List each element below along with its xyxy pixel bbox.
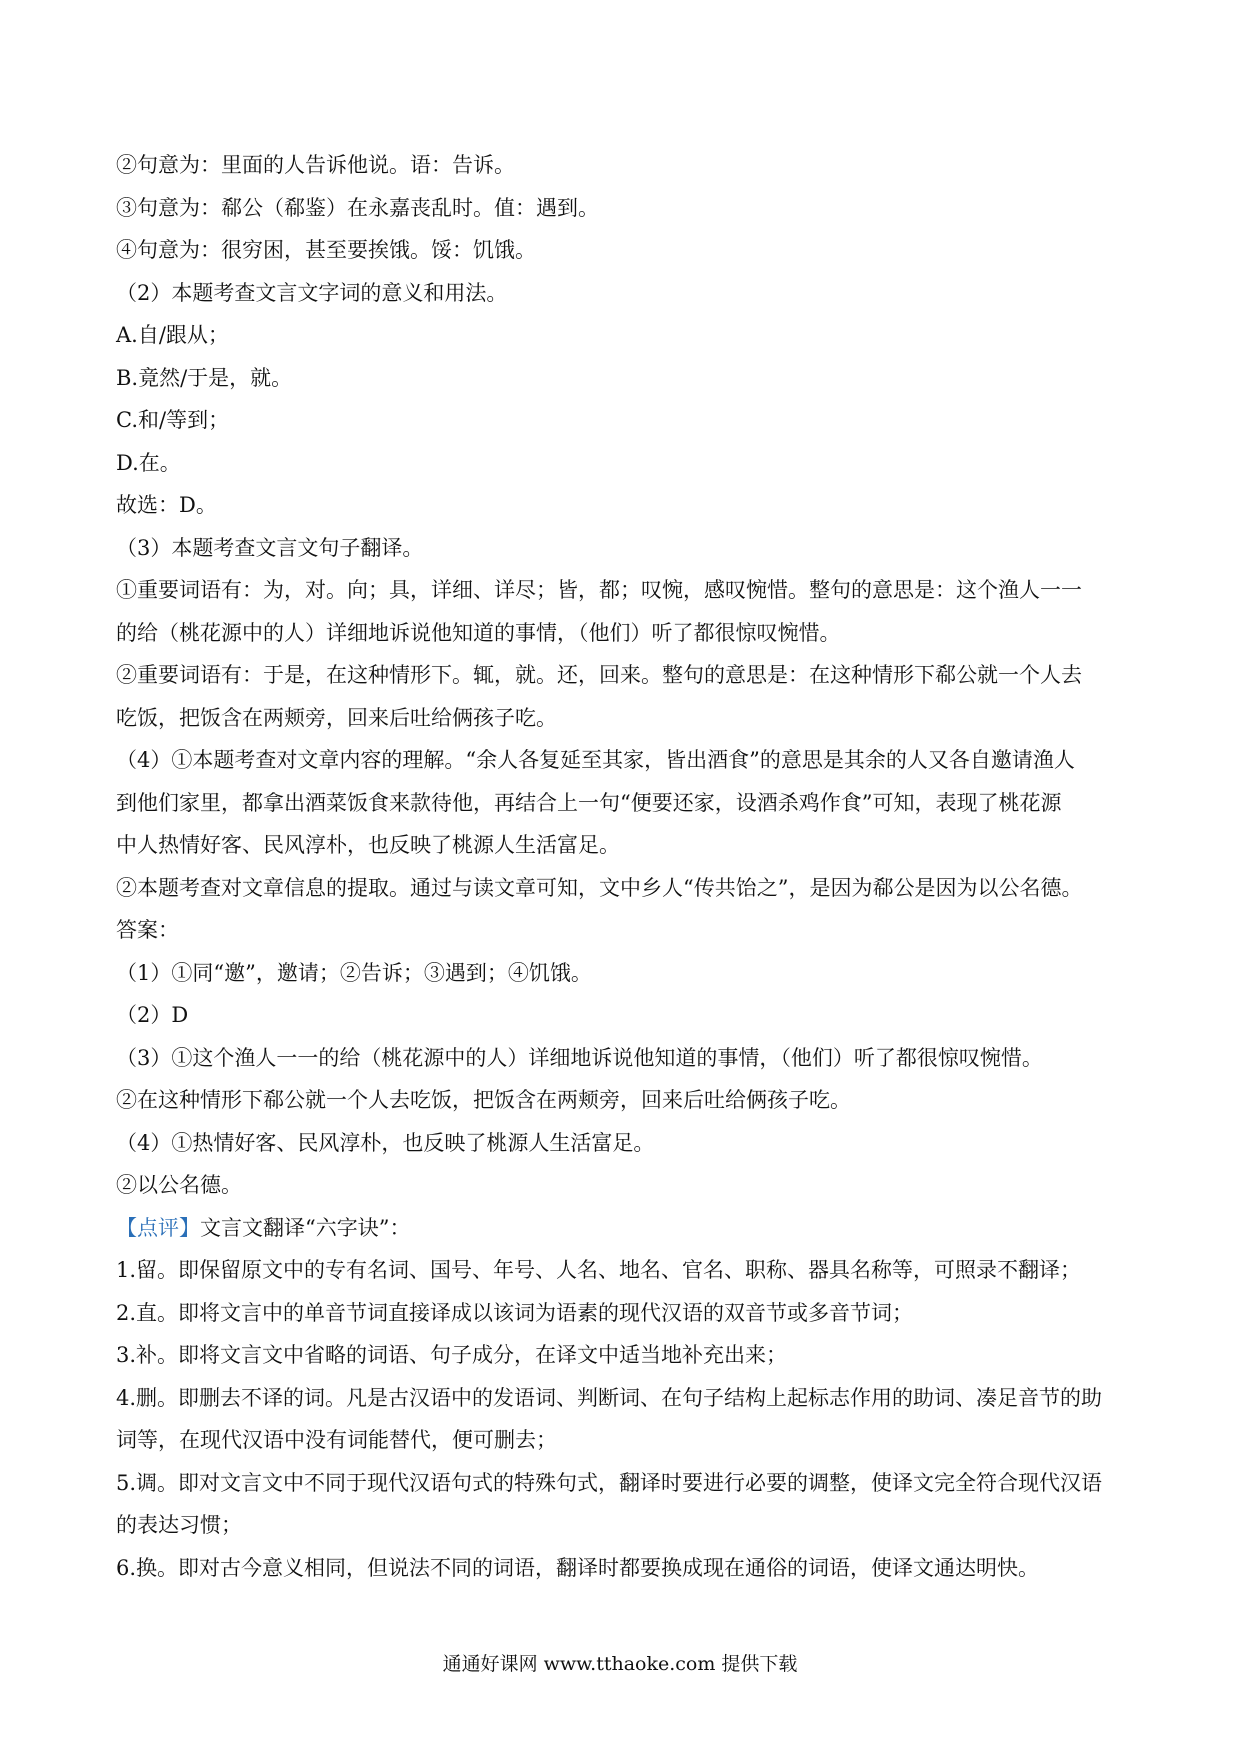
text-line: ②本题考查对文章信息的提取。通过与读文章可知，文中乡人“传共饴之”，是因为郗公是因为以公名德。 [116,875,1083,900]
answer-line: ②在这种情形下郗公就一个人去吃饭，把饭含在两颊旁，回来后吐给俩孩子吃。 [116,1088,851,1112]
document-body [116,144,1136,1589]
tip-line: 词等，在现代汉语中没有词能替代，便可删去； [116,1428,557,1452]
answer-choice: 故选：D。 [116,493,217,517]
text-line: （4）①本题考查对文章内容的理解。“余人各复延至其家，皆出酒食”的意思是其余的人又各自邀请渔人 [116,748,1075,772]
option-c: C.和/等到； [116,408,230,432]
tip-line: 1.留。即保留原文中的专有名词、国号、年号、人名、地名、官名、职称、器具名称等，可照录不翻译； [116,1258,1082,1282]
answer-line: （3）①这个渔人一一的给（桃花源中的人）详细地诉说他知道的事情，（他们）听了都很惊叹惋惜。 [116,1045,1043,1070]
tip-line: 6.换。即对古今意义相同，但说法不同的词语，翻译时都要换成现在通俗的词语，使译文通达明快。 [116,1555,1040,1580]
text-line: （3）本题考查文言文句子翻译。 [116,535,424,560]
tip-line: 5.调。即对文言文中不同于现代汉语句式的特殊句式，翻译时要进行必要的调整，使译文完全符合现代汉语 [116,1470,1103,1495]
text-line: 到他们家里，都拿出酒菜饭食来款待他，再结合上一句“便要还家，设酒杀鸡作食”可知，表现了桃花源 [116,790,1062,815]
text-line: ①重要词语有：为，对。向；具，详细、详尽；皆，都；叹惋，感叹惋惜。整句的意思是：这个渔人一一 [116,578,1082,602]
text-line: ②重要词语有：于是，在这种情形下。辄，就。还，回来。整句的意思是：在这种情形下郗公就一个人去 [116,663,1082,687]
text-line: ②句意为：里面的人告诉他说。语：告诉。 [116,153,515,177]
option-a: A.自/跟从； [116,323,229,347]
answer-line: ②以公名德。 [116,1173,242,1197]
tip-line: 的表达习惯； [116,1513,242,1537]
text-line: 的给（桃花源中的人）详细地诉说他知道的事情，（他们）听了都很惊叹惋惜。 [116,620,841,645]
tip-line: 2.直。即将文言中的单音节词直接译成以该词为语素的现代汉语的双音节或多音节词； [116,1300,914,1325]
text-line: 吃饭，把饭含在两颊旁，回来后吐给俩孩子吃。 [116,705,557,730]
tip-line: 4.删。即删去不译的词。凡是古汉语中的发语词、判断词、在句子结构上起标志作用的助词、凑足音节的助 [116,1385,1103,1410]
answer-line: （4）①热情好客、民风淳朴，也反映了桃源人生活富足。 [116,1130,655,1155]
comment-tag: 【点评】 [116,1215,200,1240]
text-line: ④句意为：很穷困，甚至要挨饿。馁：饥饿。 [116,238,536,262]
answer-heading: 答案： [116,918,179,942]
page-footer: 通通好课网 www.tthaoke.com 提供下载 [442,1653,798,1675]
text-line: ③句意为：郗公（郗鉴）在永嘉丧乱时。值：遇到。 [116,195,599,220]
answer-line: （1）①同“邀”，邀请；②告诉；③遇到；④饥饿。 [116,960,592,985]
comment-text: 文言文翻译“六字诀”： [200,1215,411,1240]
answer-line: （2）D [116,1003,189,1027]
option-d: D.在。 [116,450,181,475]
text-line: （2）本题考查文言文字词的意义和用法。 [116,280,508,305]
tip-line: 3.补。即将文言文中省略的词语、句子成分，在译文中适当地补充出来； [116,1343,788,1367]
text-line: 中人热情好客、民风淳朴，也反映了桃源人生活富足。 [116,833,620,857]
comment-line [116,1207,1136,1250]
option-b: B.竟然/于是，就。 [116,365,293,390]
